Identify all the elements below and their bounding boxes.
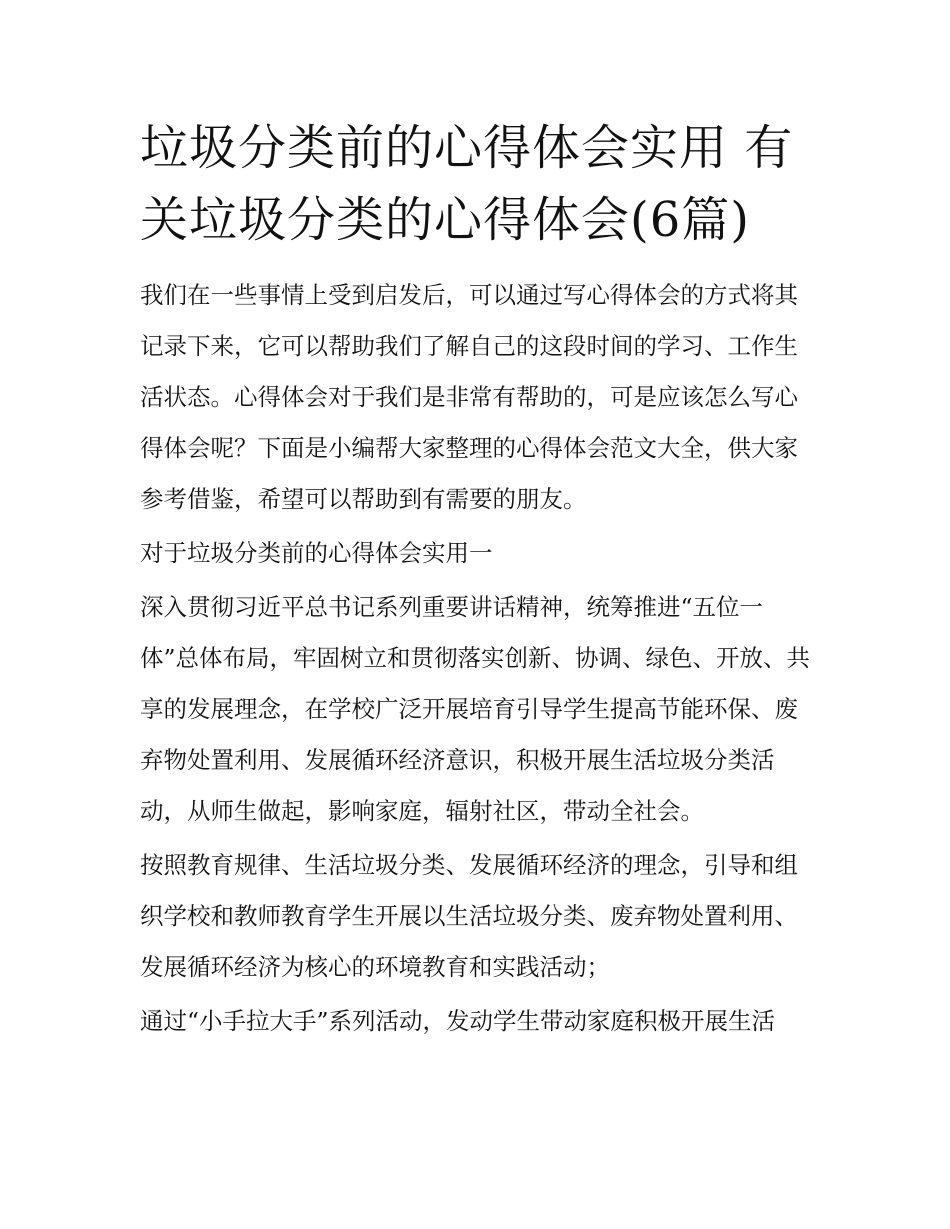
intro-paragraph: 我们在一些事情上受到启发后，可以通过写心得体会的方式将其记录下来，它可以帮助我们了解自己的这段时间的学习、工作生活状态。心得体会对于我们是非常有帮助的，可是应该怎么写心得体会呢？下面是小编帮大家整理的心得体会范文大全，供大家参考借鉴，希望可以帮助到有需要的朋友。 [140,281,798,513]
body-paragraph: 深入贯彻习近平总书记系列重要讲话精神，统筹推进“五位一体”总体布局，牢固树立和贯彻落实创新、协调、绿色、开放、共享的发展理念，在学校广泛开展培育引导学生提高节能环保、废弃物处置利用、发展循环经济意识，积极开展生活垃圾分类活动，从师生做起，影响家庭，辐射社区，带动全社会。 [140,593,811,825]
document-title: 垃圾分类前的心得体会实用 有关垃圾分类的心得体会(6篇) [140,120,794,248]
body-paragraph: 通过“小手拉大手”系列活动，发动学生带动家庭积极开展生活 [140,1007,776,1035]
section-heading: 对于垃圾分类前的心得体会实用一 [140,539,493,567]
body-paragraph: 按照教育规律、生活垃圾分类、发展循环经济的理念，引导和组织学校和教师教育学生开展以生活垃圾分类、废弃物处置利用、发展循环经济为核心的环境教育和实践活动； [140,851,798,981]
document-body [140,112,815,1050]
